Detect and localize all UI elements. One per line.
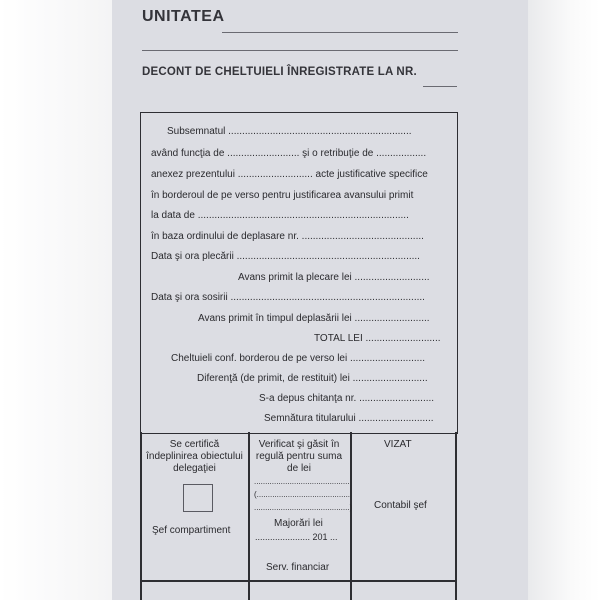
sef-compartiment-label: Şef compartiment — [152, 525, 231, 536]
serv-financiar-label: Serv. financiar — [266, 562, 330, 573]
form-title: DECONT DE CHELTUIELI ÎNREGISTRATE LA NR. — [142, 66, 417, 78]
amount-dots-2: (.......................................... — [254, 490, 351, 499]
line-diferenta: Diferenţă (de primit, de restituit) lei ........................... — [197, 373, 428, 384]
line-cheltuieli: Cheltuieli conf. borderou de pe verso lei ........................... — [171, 353, 426, 364]
verification-text: Verificat şi găsit în regulă pentru suma de lei — [255, 439, 343, 474]
line-chitanta: S-a depus chitanţa nr. ........................... — [259, 393, 435, 404]
bottom-base-line — [140, 580, 456, 582]
year-line: ...................... 201 ... — [255, 532, 338, 542]
majorari-label: Majorări lei — [274, 518, 323, 529]
bottom-divider-1 — [248, 432, 250, 600]
line-plecare: Data şi ora plecării .................................................................. — [151, 251, 420, 262]
line-avans-deplasare: Avans primit în timpul deplasării lei ........................... — [198, 313, 430, 324]
line-anexez: anexez prezentului ........................... acte justificative specifice — [151, 169, 428, 180]
contabil-sef-label: Contabil şef — [374, 500, 427, 511]
line-functia: având funcţia de .......................... şi o retribuţie de .................. — [151, 148, 427, 159]
certification-text: Se certifică îndeplinirea obiectului delegaţiei — [146, 439, 243, 474]
line-avans-plecare: Avans primit la plecare lei ........................... — [238, 272, 430, 283]
amount-dots-3: ...........................................) — [254, 503, 353, 512]
background-left — [0, 0, 112, 600]
stamp-box — [183, 484, 213, 512]
background-right — [528, 0, 600, 600]
line-borderou: în borderoul de pe verso pentru justificarea avansului primit — [151, 190, 414, 201]
vizat-label: VIZAT — [384, 439, 412, 450]
unit-line-2 — [142, 50, 458, 51]
line-subsemnatul: Subsemnatul .................................................................. — [167, 126, 412, 137]
unit-line-1 — [222, 32, 458, 33]
bottom-left-border — [140, 432, 142, 600]
line-data: la data de ............................................................................ — [151, 210, 409, 221]
amount-dots-1: ........................................... — [254, 477, 350, 486]
bottom-divider-2 — [350, 432, 352, 600]
line-semnatura: Semnătura titularului ........................... — [264, 413, 434, 424]
line-total: TOTAL LEI ........................... — [314, 333, 441, 344]
unit-label: UNITATEA — [142, 8, 225, 25]
line-ordin: în baza ordinului de deplasare nr. ............................................ — [151, 231, 424, 242]
bottom-right-border — [455, 432, 457, 600]
line-sosire: Data şi ora sosirii ...................................................................... — [151, 292, 425, 303]
title-number-line — [423, 86, 457, 87]
